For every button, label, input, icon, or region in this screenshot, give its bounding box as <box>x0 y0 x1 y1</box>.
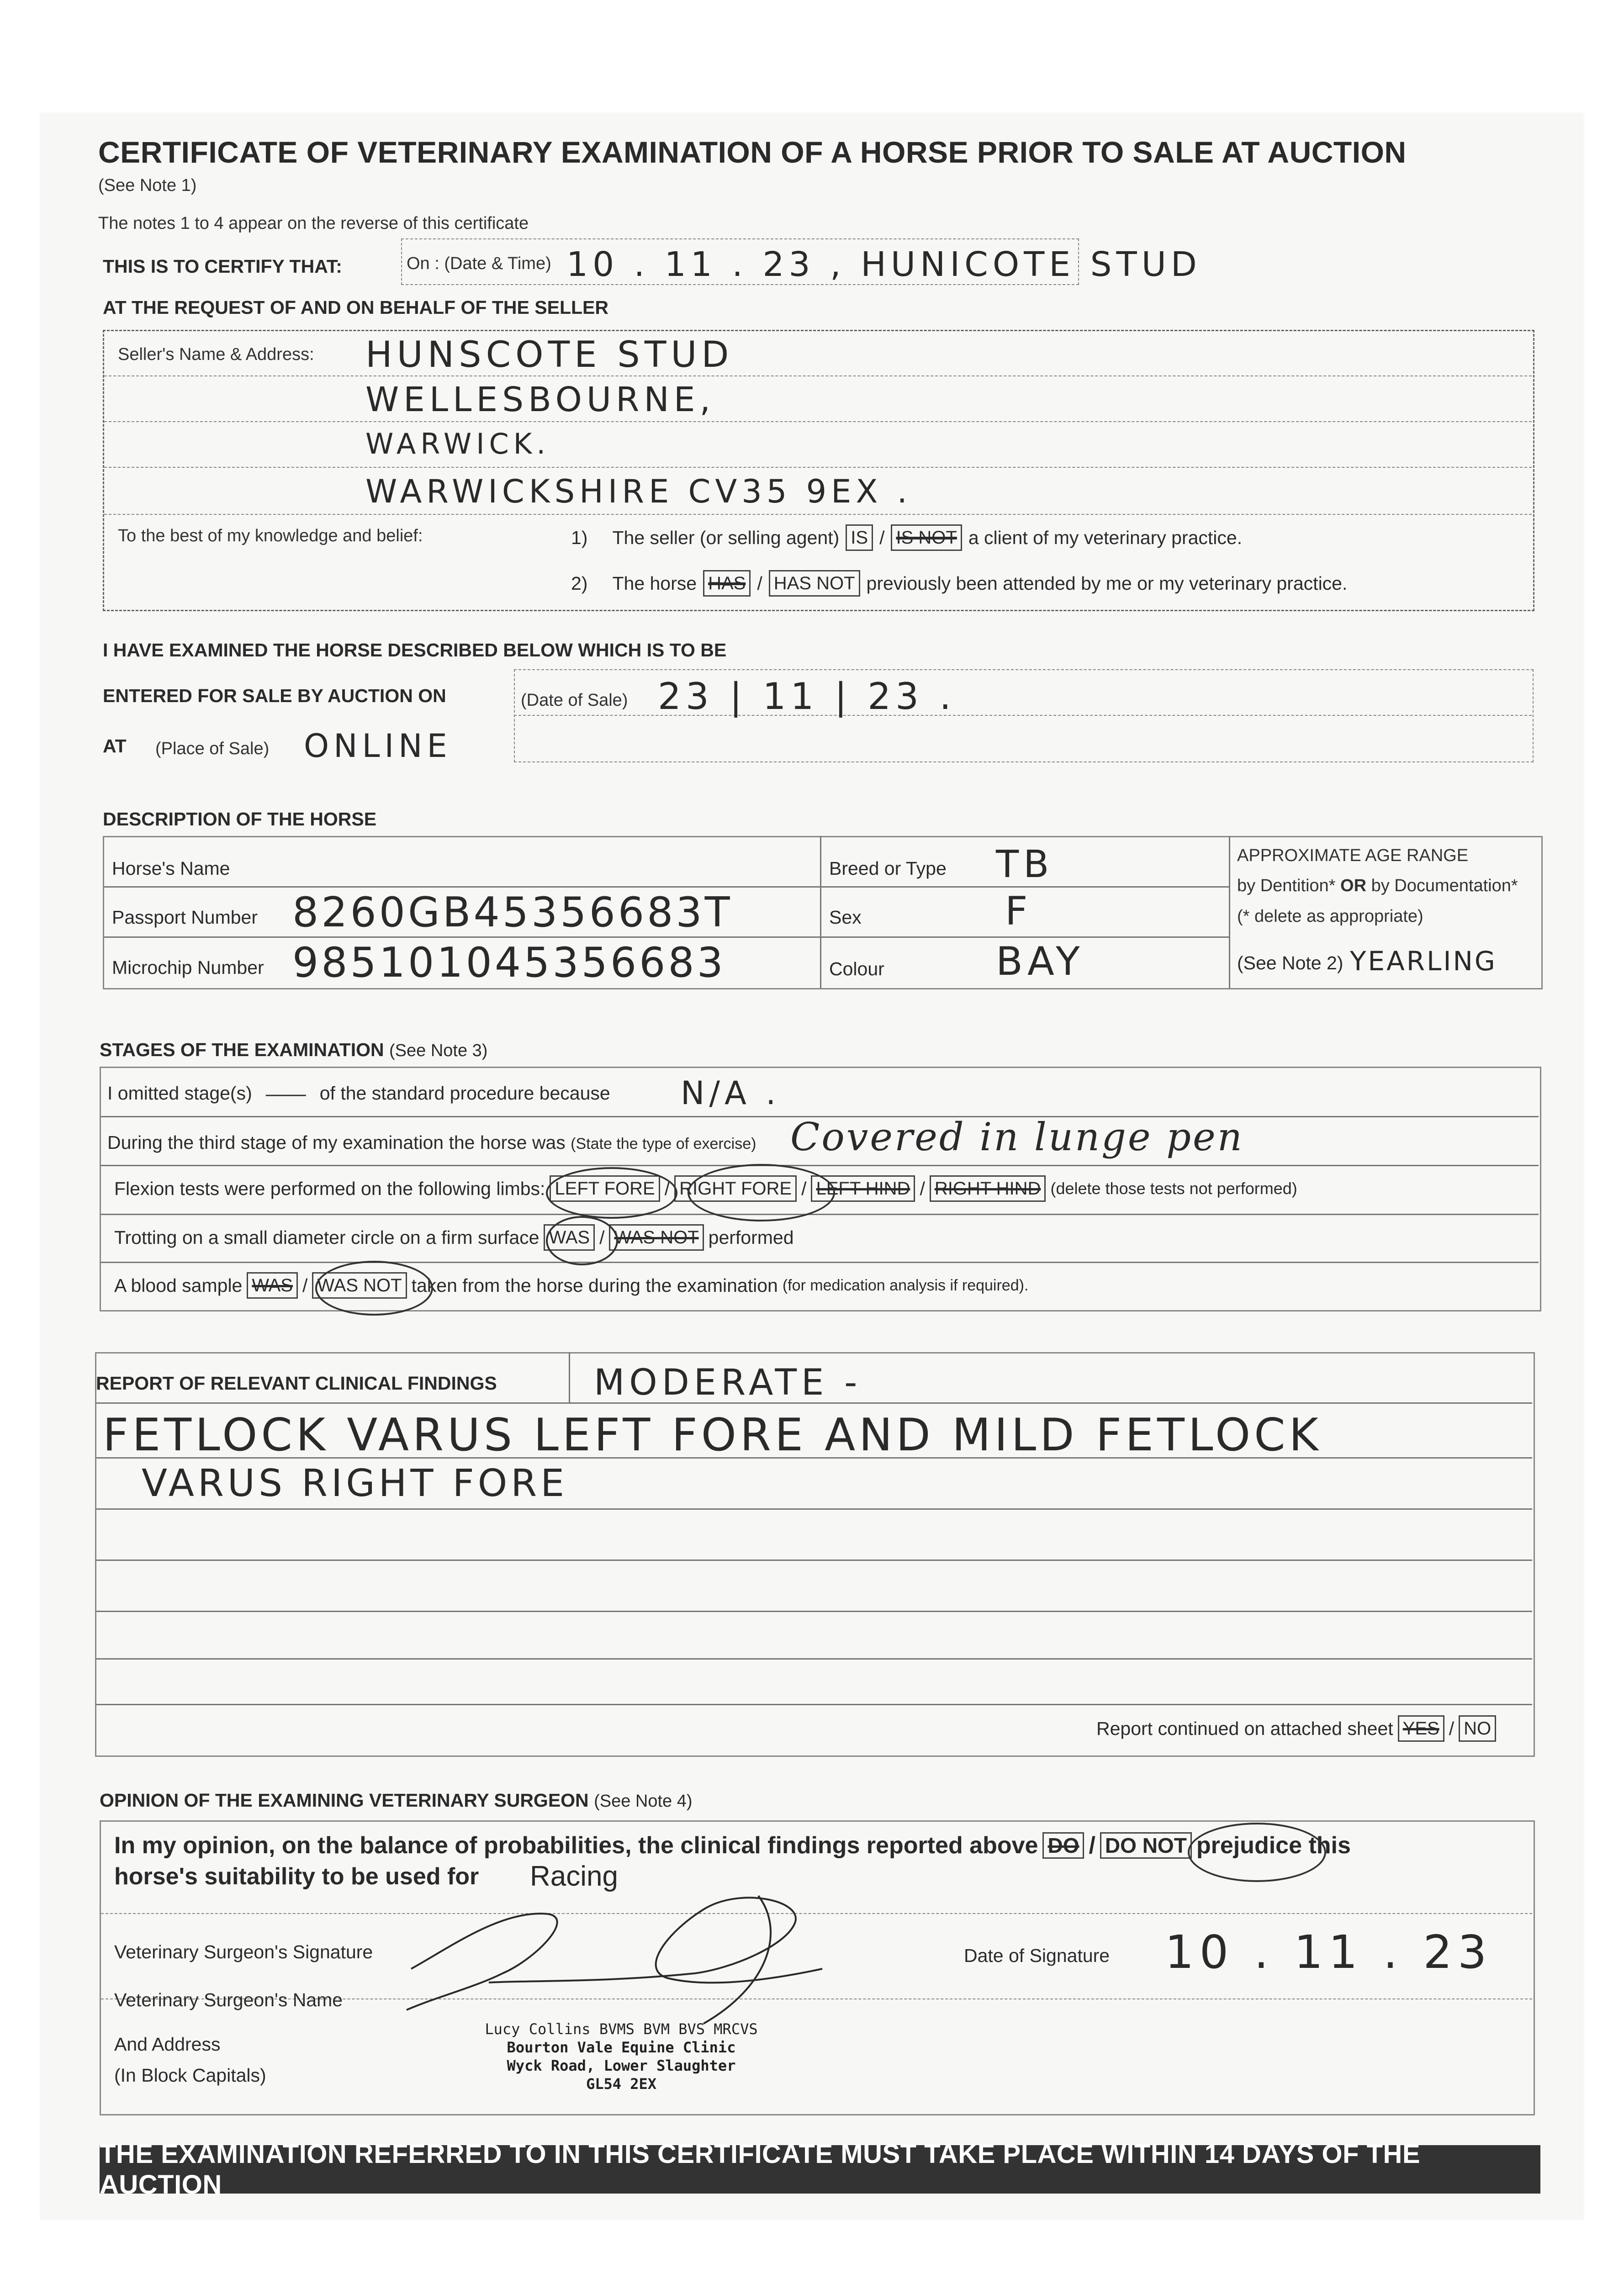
option-continued-yes: YES <box>1398 1715 1444 1742</box>
age-delete-note: (* delete as appropriate) <box>1237 907 1423 926</box>
seller-line-3: WARWICK. <box>365 427 550 460</box>
name-label: Veterinary Surgeon's Name <box>114 1989 343 2010</box>
seller-box <box>103 330 1534 611</box>
option-do-not: DO NOT <box>1100 1832 1192 1859</box>
stage-trot: Trotting on a small diameter circle on a firm surface WAS / WAS NOT performed <box>114 1224 794 1251</box>
capitals-label: (In Block Capitals) <box>114 2065 266 2086</box>
option-is-not: IS NOT <box>891 524 962 551</box>
passport-label: Passport Number <box>112 907 258 928</box>
microchip-label: Microchip Number <box>112 957 264 978</box>
circle-left-fore <box>546 1167 677 1219</box>
omitted-value: N/A . <box>681 1074 781 1112</box>
sex-value: F <box>1005 888 1032 934</box>
date-signature-label: Date of Signature <box>964 1945 1110 1966</box>
sale-line-1: I HAVE EXAMINED THE HORSE DESCRIBED BELOW WHICH IS TO BE <box>103 640 727 661</box>
option-trot-was-not: WAS NOT <box>609 1224 704 1251</box>
report-line-3: VARUS RIGHT FORE <box>142 1462 568 1505</box>
sale-date-label: (Date of Sale) <box>521 691 628 710</box>
certify-date-value: 10 . 11 . 23 , HUNICOTE STUD <box>566 245 1201 284</box>
stage-flexion: Flexion tests were performed on the following limbs: LEFT FORE / RIGHT FORE / LEFT HIND / RIGHT HIND (delete those tests not performed) <box>114 1175 1297 1202</box>
report-line-2: FETLOCK VARUS LEFT FORE AND MILD FETLOCK <box>103 1409 1322 1461</box>
date-signature-value: 10 . 11 . 23 <box>1165 1925 1492 1979</box>
option-blood-was-not: WAS NOT <box>312 1272 407 1299</box>
sale-date-value: 23 | 11 | 23 . <box>658 675 956 718</box>
belief-label: To the best of my knowledge and belief: <box>118 526 423 545</box>
option-is: IS <box>846 524 873 551</box>
third-value: Covered in lunge pen <box>790 1115 1244 1159</box>
microchip-value: 985101045356683 <box>292 939 726 987</box>
notes-line: The notes 1 to 4 appear on the reverse of this certificate <box>98 214 529 233</box>
option-continued-no: NO <box>1459 1715 1496 1742</box>
option-has-not: HAS NOT <box>769 570 860 597</box>
opinion-statement: In my opinion, on the balance of probabilities, the clinical findings reported above DO / DO NOT prejudice this <box>114 1832 1351 1859</box>
at-label: AT <box>103 735 127 756</box>
breed-label: Breed or Type <box>829 858 947 879</box>
circle-blood-was-not <box>315 1261 433 1316</box>
footer-banner: THE EXAMINATION REFERRED TO IN THIS CERTIFICATE MUST TAKE PLACE WITHIN 14 DAYS OF THE AUCTION <box>100 2145 1540 2194</box>
option-has: HAS <box>703 570 751 597</box>
place-label: (Place of Sale) <box>155 739 270 758</box>
signature-image <box>384 1877 831 2028</box>
vet-stamp: Lucy Collins BVMS BVM BVS MRCVS Bourton Vale Equine Clinic Wyck Road, Lower Slaughter GL54 2EX <box>485 2020 758 2093</box>
seller-line-4: WARWICKSHIRE CV35 9EX . <box>365 473 912 510</box>
opinion-heading: OPINION OF THE EXAMINING VETERINARY SURGEON (See Note 4) <box>100 1790 693 1811</box>
place-value: ONLINE <box>304 727 452 765</box>
signature-label: Veterinary Surgeon's Signature <box>114 1941 373 1962</box>
age-note: (See Note 2) <box>1237 952 1344 973</box>
report-line-1: MODERATE - <box>594 1362 862 1403</box>
stage-omitted: I omitted stage(s) —— of the standard procedure because <box>107 1083 610 1105</box>
use-value: Racing <box>530 1861 618 1892</box>
circle-trot-was <box>546 1216 618 1265</box>
option-trot-was: WAS <box>544 1224 595 1251</box>
stage-blood: A blood sample WAS / WAS NOT taken from the horse during the examination (for medication analysis if required). <box>114 1272 1028 1299</box>
age-method: by Dentition* OR by Documentation* <box>1237 876 1518 895</box>
sex-label: Sex <box>829 907 862 928</box>
breed-value: TB <box>996 843 1054 886</box>
colour-value: BAY <box>996 939 1084 984</box>
opinion-line-2: horse's suitability to be used for <box>114 1863 479 1890</box>
see-note-1: (See Note 1) <box>98 176 197 195</box>
age-heading: APPROXIMATE AGE RANGE <box>1237 846 1469 865</box>
circle-right-fore <box>688 1164 835 1221</box>
stages-heading: STAGES OF THE EXAMINATION (See Note 3) <box>100 1039 488 1060</box>
report-heading: REPORT OF RELEVANT CLINICAL FINDINGS <box>96 1373 497 1394</box>
sale-line-2: ENTERED FOR SALE BY AUCTION ON <box>103 685 446 706</box>
option-right-fore: RIGHT FORE <box>674 1175 797 1202</box>
option-left-fore: LEFT FORE <box>550 1175 660 1202</box>
colour-label: Colour <box>829 958 884 979</box>
description-heading: DESCRIPTION OF THE HORSE <box>103 809 377 830</box>
seller-line-2: WELLESBOURNE, <box>365 380 715 419</box>
seller-label: Seller's Name & Address: <box>118 345 314 364</box>
option-right-hind: RIGHT HIND <box>930 1175 1046 1202</box>
stage-third: During the third stage of my examination the horse was (State the type of exercise) <box>107 1132 756 1153</box>
page-title: CERTIFICATE OF VETERINARY EXAMINATION OF A HORSE PRIOR TO SALE AT AUCTION <box>98 135 1407 169</box>
certify-date-label: On : (Date & Time) <box>407 254 551 273</box>
address-label: And Address <box>114 2034 221 2055</box>
option-left-hind: LEFT HIND <box>811 1175 915 1202</box>
passport-value: 8260GB45356683T <box>292 888 733 936</box>
option-blood-was: WAS <box>247 1272 298 1299</box>
age-value: YEARLING <box>1350 946 1497 977</box>
statement-2: 2) The horse HAS / HAS NOT previously been attended by me or my veterinary practice. <box>571 570 1347 597</box>
certify-label: THIS IS TO CERTIFY THAT: <box>103 256 342 277</box>
request-line: AT THE REQUEST OF AND ON BEHALF OF THE SELLER <box>103 297 608 318</box>
seller-line-1: HUNSCOTE STUD <box>365 334 734 375</box>
report-continued: Report continued on attached sheet YES / NO <box>1096 1715 1496 1742</box>
statement-1: 1) The seller (or selling agent) IS / IS NOT a client of my veterinary practice. <box>571 524 1242 551</box>
circle-do-not <box>1188 1823 1326 1882</box>
option-do: DO <box>1042 1832 1084 1859</box>
horse-name-label: Horse's Name <box>112 858 230 879</box>
